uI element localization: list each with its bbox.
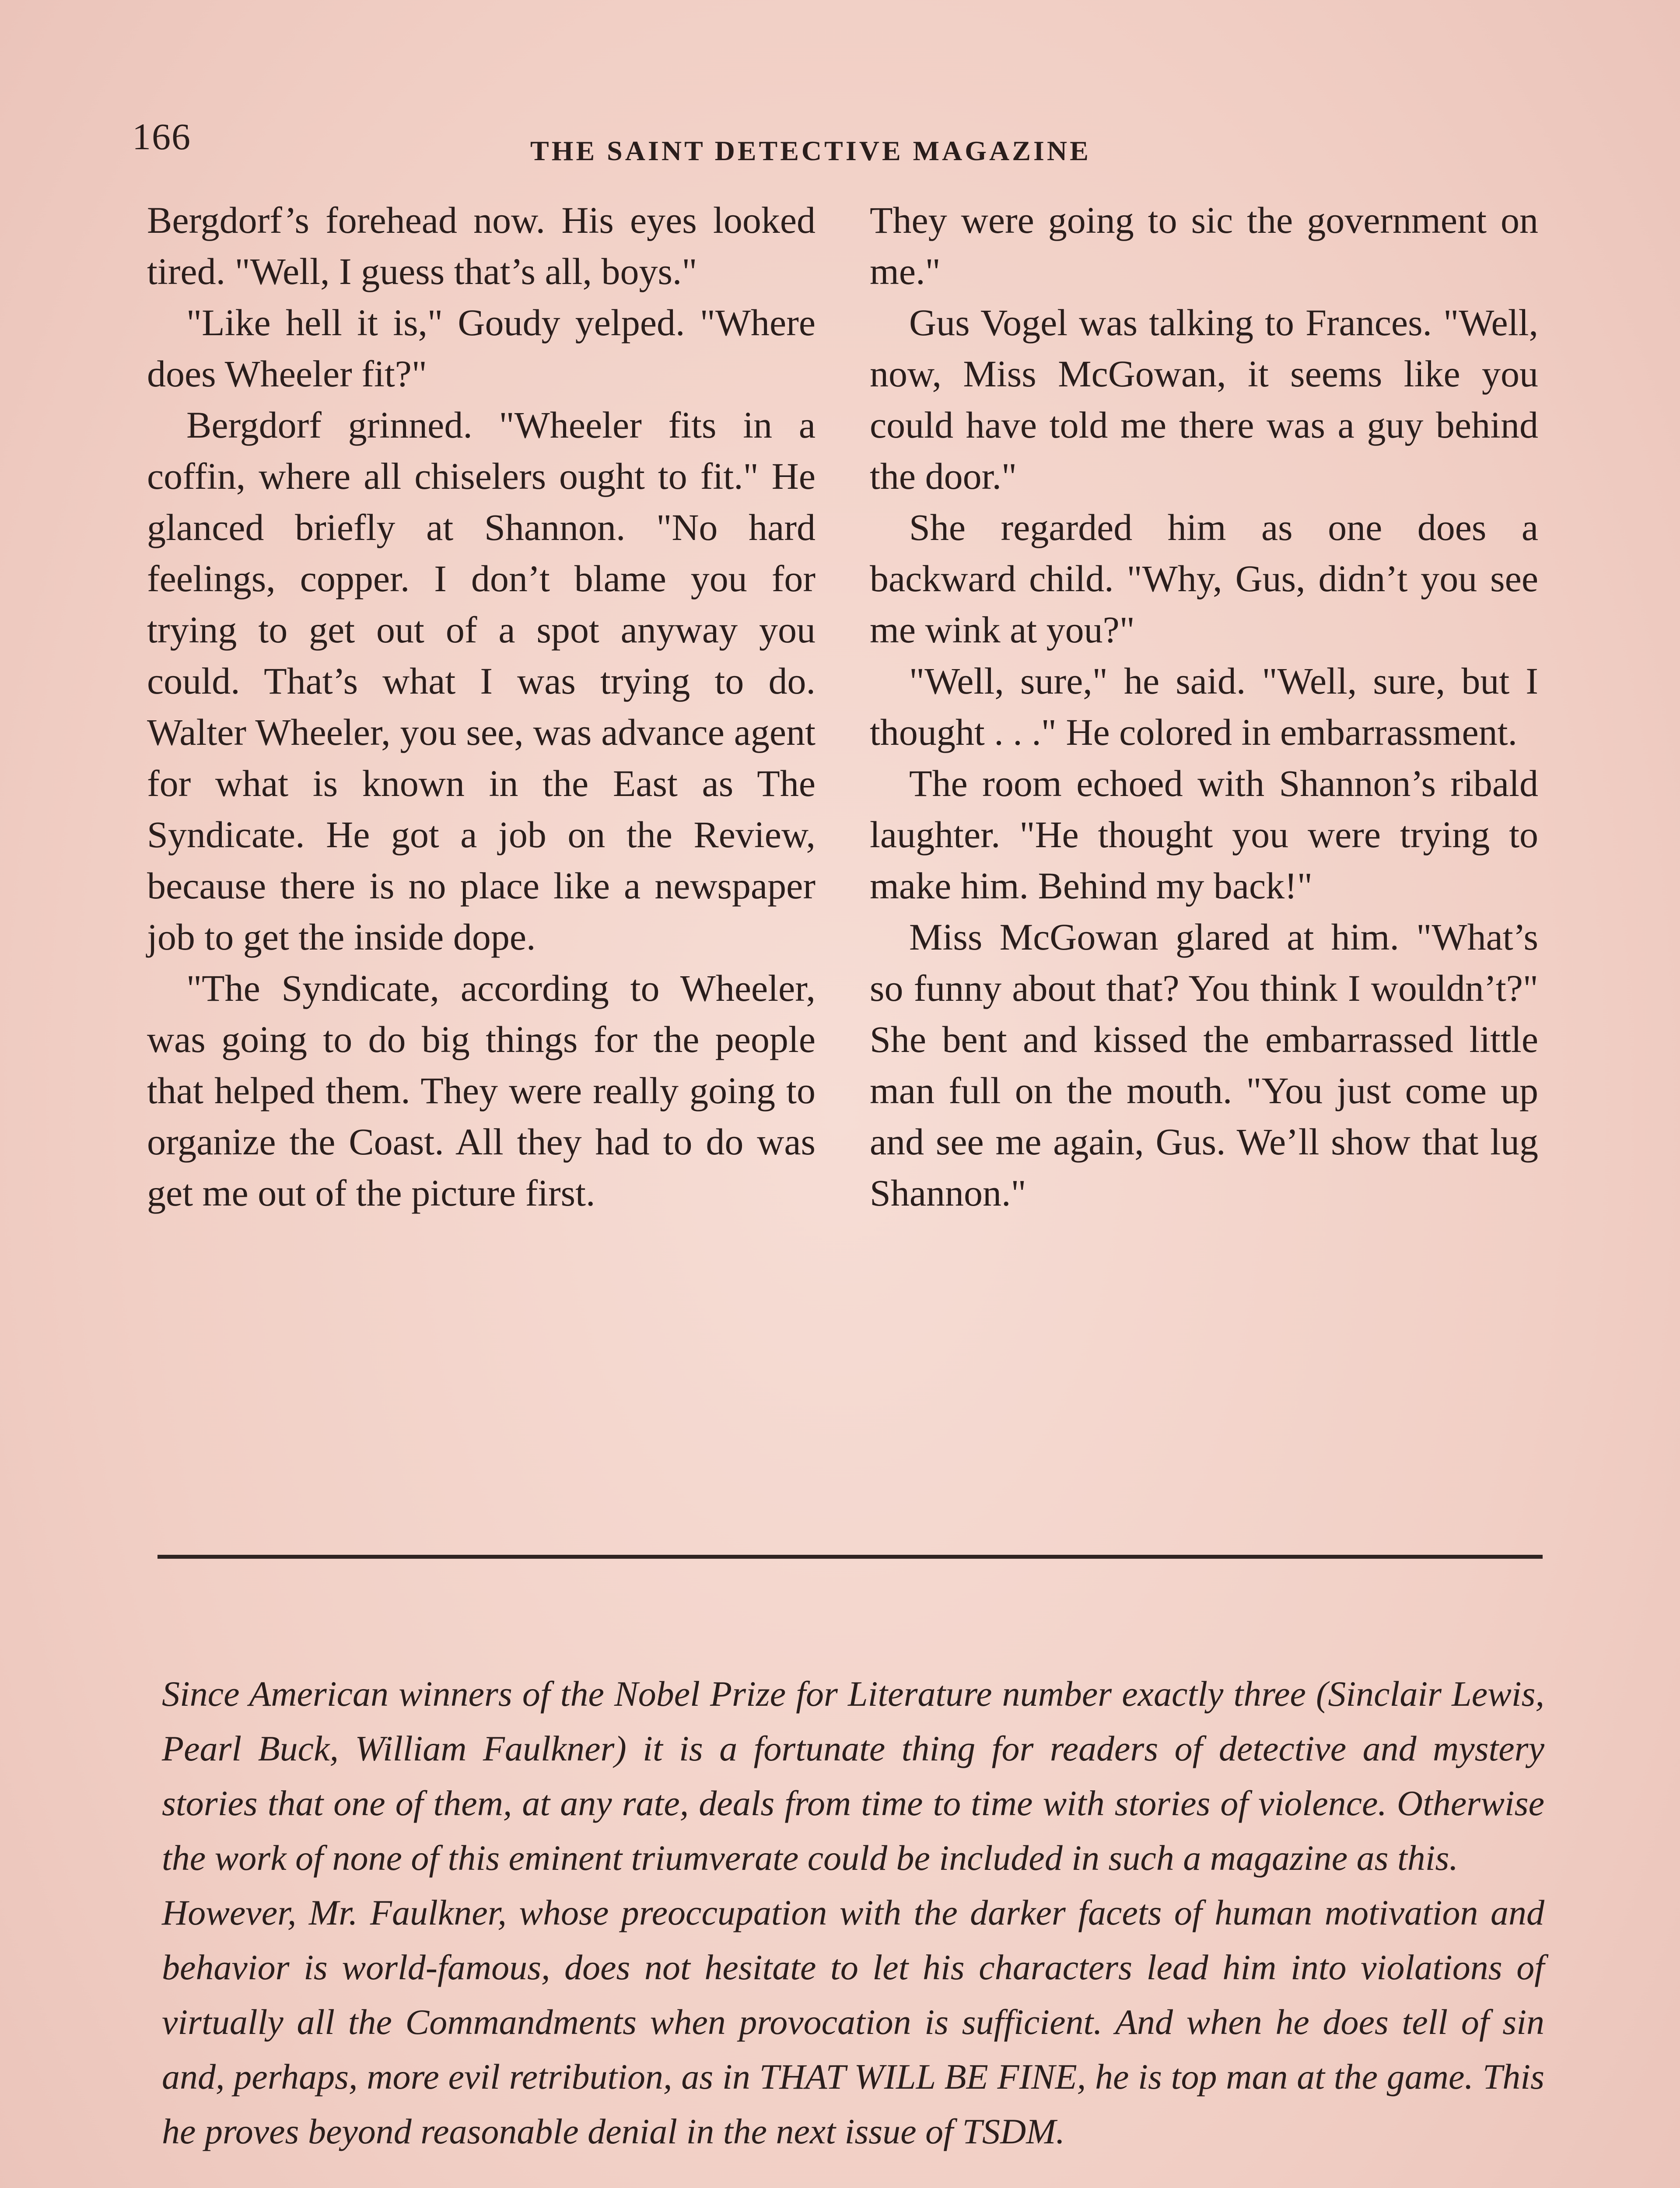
paragraph: The room echoed with Shannon’s ribald laughter. "He thought you were trying to make him. Behind my back!" [870, 762, 1538, 907]
section-divider [158, 1555, 1543, 1559]
paragraph: Bergdorf grinned. "Wheeler fits in a coffin, where all chiselers ought to fit." He glanced briefly at Shannon. "No hard feelings, copper. I don’t blame you for trying to get out of a spot anyway you could. That’s what I was trying to do. Walter Wheeler, you see, was advance agent for what is known in the East as The Syndicate. He got a job on the Review, because there is no place like a newspaper job to get the inside dope. [147, 404, 816, 958]
paragraph: Bergdorf’s forehead now. His eyes looked tired. "Well, I guess that’s all, boys." [147, 199, 816, 292]
paragraph: "Like hell it is," Goudy yelped. "Where does Wheeler fit?" [147, 302, 816, 395]
note-paragraph: Since American winners of the Nobel Prize for Literature number exactly three (Sinclair Lewis, Pearl Buck, William Faulkner) it is a fortunate thing for readers of detective and mystery stories that one of them, at any rate, deals from time to time with stories of violence. Otherwise the work of none of this eminent triumverate could be included in such a magazine as this. [162, 1674, 1544, 1878]
note-paragraph: However, Mr. Faulkner, whose preoccupation with the darker facets of human motivation and behavior is world-famous, does not hesitate to let his characters lead him into violations of virtually all the Commandments when provocation is sufficient. And when he does tell of sin and, perhaps, more evil retribution, as in THAT WILL BE FINE, he is top man at the game. This he proves beyond reasonable denial in the next issue of TSDM. [162, 1893, 1544, 2151]
running-head: THE SAINT DETECTIVE MAGAZINE [530, 135, 1091, 166]
editor-note [162, 1666, 1544, 2159]
paragraph: "The Syndicate, according to Wheeler, was going to do big things for the people that helped them. They were really going to organize the Coast. All they had to do was get me out of the picture first. [147, 967, 816, 1214]
paragraph: "Well, sure," he said. "Well, sure, but I thought . . ." He colored in embarrassment. [870, 660, 1538, 753]
paragraph: They were going to sic the government on me." [870, 199, 1538, 292]
right-column [870, 195, 1538, 1219]
paragraph: Gus Vogel was talking to Frances. "Well, now, Miss McGowan, it seems like you could have told me there was a guy behind the door." [870, 302, 1538, 497]
paragraph: Miss McGowan glared at him. "What’s so funny about that? You think I wouldn’t?" She bent and kissed the embarrassed little man full on the mouth. "You just come up and see me again, Gus. We’ll show that lug Shannon." [870, 916, 1538, 1214]
left-column [147, 195, 816, 1219]
page-number: 166 [132, 116, 191, 158]
paragraph: She regarded him as one does a backward child. "Why, Gus, didn’t you see me wink at you?" [870, 506, 1538, 651]
